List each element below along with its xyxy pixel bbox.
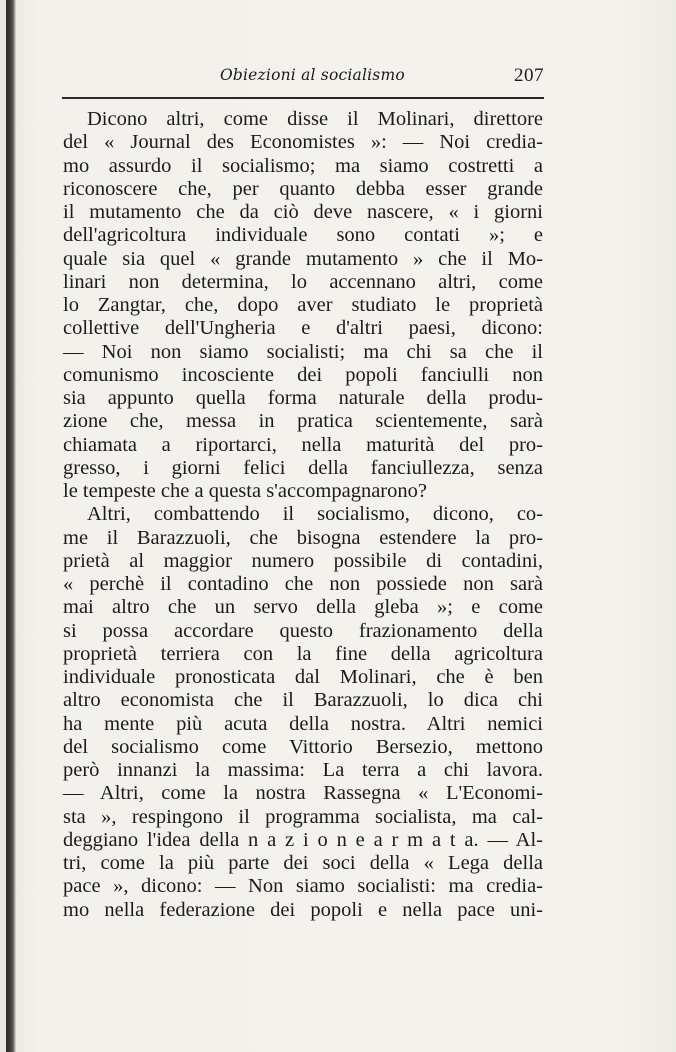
text-line: sia appunto quella forma naturale della produ- bbox=[63, 387, 543, 409]
text-line: comunismo incosciente dei popoli fanciulli non bbox=[63, 363, 543, 386]
text-line: zione che, messa in pratica scientemente, sarà bbox=[63, 410, 543, 433]
text-line: riconoscere che, per quanto debba esser grande bbox=[63, 177, 543, 200]
text-line: si possa accordare questo frazionamento della bbox=[63, 619, 543, 642]
text-line: mo nella federazione dei popoli e nella pace uni- bbox=[63, 898, 543, 921]
text-line: mo assurdo il socialismo; ma siamo costretti a bbox=[63, 154, 543, 177]
text-line: deggiano l'idea della n a z i o n e a r m a t a. — Al- bbox=[63, 828, 543, 851]
text-line: le tempeste che a questa s'accompagnarono? bbox=[63, 480, 427, 502]
text-line: — Altri, come la nostra Rassegna « L'Economi- bbox=[63, 782, 543, 805]
text-line: ha mente più acuta della nostra. Altri nemici bbox=[63, 712, 543, 735]
text-line: dell'agricoltura individuale sono contati »; e bbox=[63, 224, 543, 247]
text-line: tri, come la più parte dei soci della « Lega della bbox=[63, 852, 543, 874]
text-line: però innanzi la massima: La terra a chi lavora. bbox=[63, 759, 543, 781]
text-line: lo Zangtar, che, dopo aver studiato le proprietà bbox=[63, 294, 543, 316]
text-line: altro economista che il Barazzuoli, lo dica chi bbox=[63, 689, 543, 712]
text-line: « perchè il contadino che non possiede non sarà bbox=[63, 573, 543, 595]
text-line: Dicono altri, come disse il Molinari, direttore bbox=[87, 108, 543, 130]
text-line: me il Barazzuoli, che bisogna estendere la pro- bbox=[63, 526, 543, 549]
text-line: gresso, i giorni felici della fanciullezza, senza bbox=[63, 456, 543, 479]
text-line: quale sia quel « grande mutamento » che il Mo- bbox=[63, 247, 543, 270]
text-line: — Noi non siamo socialisti; ma chi sa che il bbox=[63, 340, 543, 363]
text-line: proprietà terriera con la fine della agricoltura bbox=[63, 642, 543, 665]
text-line: pace », dicono: — Non siamo socialisti: ma credia- bbox=[63, 875, 543, 898]
header-rule bbox=[62, 97, 544, 99]
text-line: prietà al maggior numero possibile di contadini, bbox=[63, 549, 543, 572]
running-title: Obiezioni al socialismo bbox=[220, 66, 405, 84]
text-line: collettive dell'Ungheria e d'altri paesi, dicono: bbox=[63, 317, 543, 340]
text-line: Altri, combattendo il socialismo, dicono, co- bbox=[87, 503, 543, 526]
text-line: linari non determina, lo accennano altri, come bbox=[63, 270, 543, 293]
text-line: del socialismo come Vittorio Bersezio, mettono bbox=[63, 735, 543, 758]
binding-edge bbox=[6, 0, 16, 1052]
text-line: sta », respingono il programma socialista, ma cal- bbox=[63, 805, 543, 828]
body-text bbox=[63, 108, 543, 922]
text-line: mai altro che un servo della gleba »; e come bbox=[63, 596, 543, 619]
text-line: individuale pronosticata dal Molinari, che è ben bbox=[63, 666, 543, 688]
text-line: chiamata a riportarci, nella maturità del pro- bbox=[63, 433, 543, 456]
page-number: 207 bbox=[514, 65, 544, 86]
text-line: il mutamento che da ciò deve nascere, « i giorni bbox=[63, 201, 543, 223]
text-line: del « Journal des Economistes »: — Noi credia- bbox=[63, 131, 543, 154]
running-head bbox=[62, 64, 544, 92]
